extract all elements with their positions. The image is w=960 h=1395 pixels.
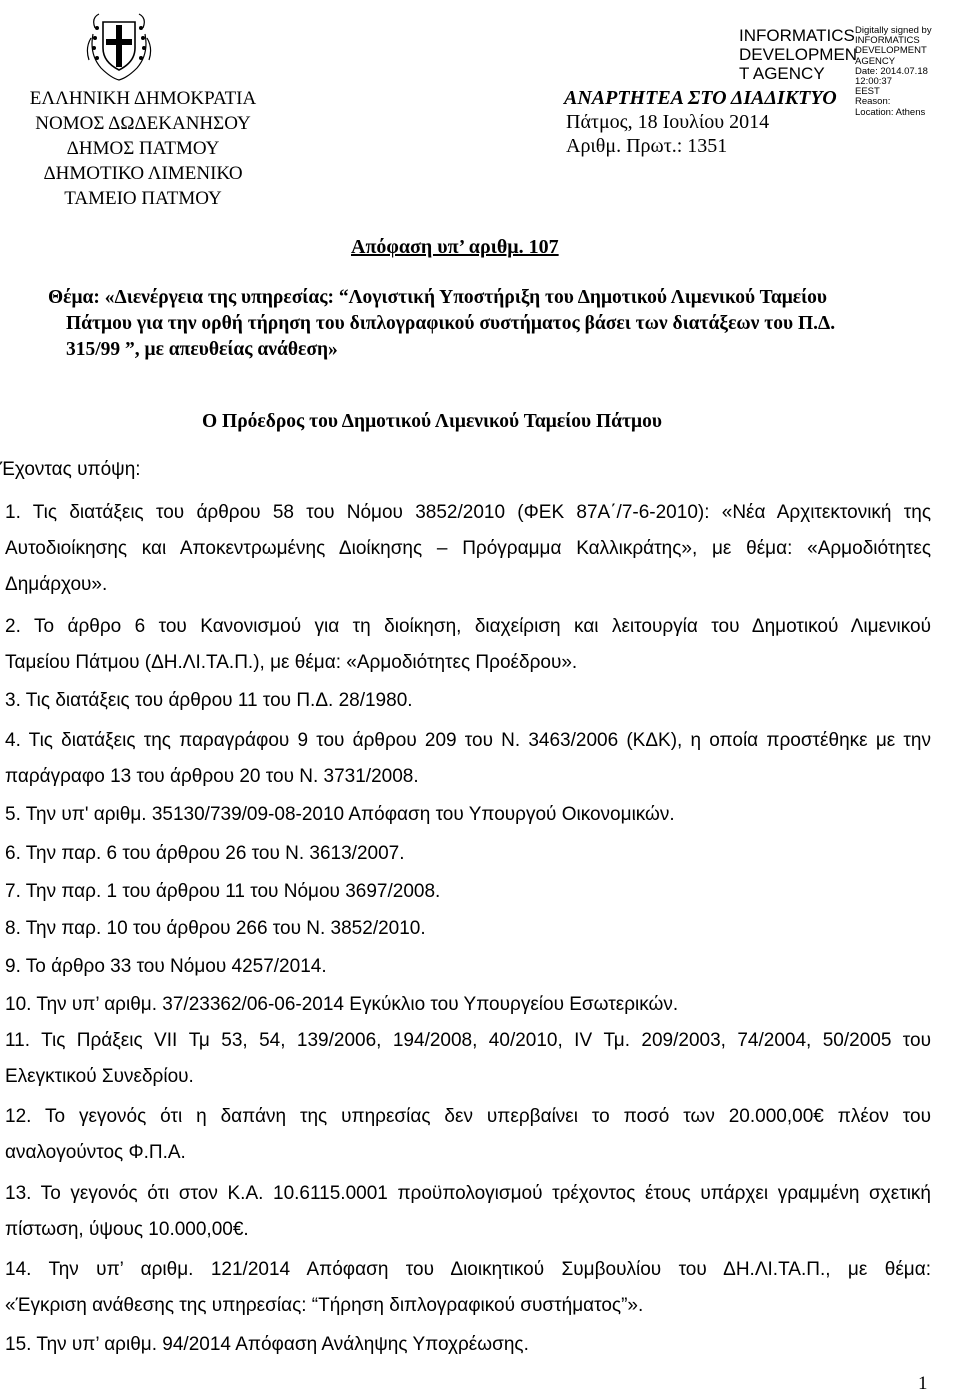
list-item-line: πίστωση, ύψους 10.000,00€.: [5, 1219, 249, 1240]
list-item: 5. Την υπ' αριθμ. 35130/739/09-08-2010 Απόφαση του Υπουργού Οικονομικών.: [5, 804, 675, 825]
list-item: 8. Την παρ. 10 του άρθρου 266 του Ν. 3852/2010.: [5, 918, 426, 939]
protocol-number: Αριθμ. Πρωτ.: 1351: [566, 135, 728, 157]
list-item-line: Ελεγκτικού Συνεδρίου.: [5, 1066, 194, 1087]
subject-line: Πάτμου για την ορθή τήρηση του διπλογραφικού συστήματος βάσει των διατάξεων του Π.Δ.: [66, 313, 836, 334]
list-item-line: Αυτοδιοίκησης και Αποκεντρωμένης Διοίκησης – Πρόγραμμα Καλλικράτης», με θέμα: «Αρμοδιότητες: [5, 538, 931, 559]
list-item-line: 2. Το άρθρο 6 του Κανονισμού για τη διοίκηση, διαχείριση και λειτουργία του Δημοτικού Λιμενικού: [5, 616, 931, 637]
posting-notice: ΑΝΑΡΤΗΤΕΑ ΣΤΟ ΔΙΑΔΙΚΤΥΟ: [564, 87, 837, 109]
signature-organization: [739, 26, 857, 83]
list-item-line: αναλογούντος Φ.Π.Α.: [5, 1142, 186, 1163]
list-item: [5, 1023, 931, 1095]
subject-line: 315/99 ”, με απευθείας ανάθεση»: [66, 339, 338, 360]
signature-detail: INFORMATICS: [855, 35, 920, 47]
list-item-line: Δημάρχου».: [5, 574, 108, 595]
issuer-line-country: ΕΛΛΗΝΙΚΗ ΔΗΜΟΚΡΑΤΙΑ: [29, 88, 257, 109]
list-item: [5, 723, 931, 795]
signature-detail: Location: Athens: [855, 106, 926, 118]
decision-title: Απόφαση υπ’ αριθμ. 107: [351, 236, 559, 258]
list-item: 15. Την υπ’ αριθμ. 94/2014 Απόφαση Ανάληψης Υποχρέωσης.: [5, 1334, 529, 1355]
list-item-line: 1. Τις διατάξεις του άρθρου 58 του Νόμου 3852/2010 (ΦΕΚ 87Α΄/7-6-2010): «Νέα Αρχιτεκτονική της: [5, 502, 931, 523]
list-item: [5, 1099, 931, 1171]
issuer-line-port-fund-2: ΤΑΜΕΙΟ ΠΑΤΜΟΥ: [64, 188, 222, 209]
list-item-line: «Έγκριση ανάθεσης της υπηρεσίας: “Τήρηση διπλογραφικού συστήματος”».: [5, 1295, 644, 1316]
issuer-line-municipality: ΔΗΜΟΣ ΠΑΤΜΟΥ: [66, 138, 220, 159]
list-item-line: παράγραφο 13 του άρθρου 20 του Ν. 3731/2008.: [5, 766, 419, 787]
subject-line: Θέμα: «Διενέργεια της υπηρεσίας: “Λογιστική Υποστήριξη του Δημοτικού Λιμενικού Ταμείου: [48, 287, 828, 308]
signature-detail: Digitally signed by: [855, 25, 932, 36]
list-item: 10. Την υπ’ αριθμ. 37/23362/06-06-2014 Εγκύκλιο του Υπουργείου Εσωτερικών.: [5, 994, 679, 1015]
issuer-header: [8, 86, 278, 211]
signature-details: [855, 26, 960, 118]
signature-detail: EEST: [855, 86, 880, 98]
list-item: [5, 495, 931, 603]
greek-coat-of-arms-icon: [85, 8, 153, 84]
list-item-line: 13. Το γεγονός ότι στον Κ.Α. 10.6115.0001 προϋπολογισμού τρέχοντος έτους υπάρχει γραμμένη σχετική: [5, 1183, 931, 1204]
list-item-line: 11. Τις Πράξεις VII Τμ 53, 54, 139/2006, 194/2008, 40/2010, IV Τμ. 209/2003, 74/2004, 50/2005 του: [5, 1030, 931, 1051]
signature-detail: DEVELOPMENT AGENCY: [855, 45, 927, 67]
list-item-line: 12. Το γεγονός ότι η δαπάνη της υπηρεσίας δεν υπερβαίνει το ποσό των 20.000,00€ πλέον του: [5, 1106, 931, 1127]
list-item: [5, 1176, 931, 1248]
list-item-line: 14. Την υπ’ αριθμ. 121/2014 Απόφαση του Διοικητικού Συμβουλίου του ΔΗ.ΛΙ.ΤΑ.Π., με θέμα:: [5, 1259, 931, 1280]
issuer-line-port-fund-1: ΔΗΜΟΤΙΚΟ ΛΙΜΕΝΙΚΟ: [43, 163, 243, 184]
document-meta: [566, 86, 837, 158]
list-item: [5, 609, 931, 681]
list-item-line: 4. Τις διατάξεις της παραγράφου 9 του άρθρου 209 του Ν. 3463/2006 (ΚΔΚ), η οποία προστέθηκε με την: [5, 730, 931, 751]
signature-detail: Date: 2014.07.18 12:00:37: [855, 65, 928, 88]
signature-org-line: T AGENCY: [739, 64, 825, 83]
issuer-line-prefecture: ΝΟΜΟΣ ΔΩΔΕΚΑΝΗΣΟΥ: [35, 113, 251, 134]
president-heading: Ο Πρόεδρος του Δημοτικού Λιμενικού Ταμείου Πάτμου: [202, 411, 662, 432]
list-item: 7. Την παρ. 1 του άρθρου 11 του Νόμου 3697/2008.: [5, 881, 441, 902]
place-date: Πάτμος, 18 Ιουλίου 2014: [566, 111, 770, 133]
signature-detail: Reason:: [855, 96, 891, 108]
list-item: 9. Το άρθρο 33 του Νόμου 4257/2014.: [5, 956, 327, 977]
list-item: [5, 1252, 931, 1324]
considering-label: Έχοντας υπόψη:: [0, 459, 141, 480]
subject-block: [48, 285, 938, 363]
list-item: 3. Τις διατάξεις του άρθρου 11 του Π.Δ. 28/1980.: [5, 690, 413, 711]
page-number: 1: [918, 1373, 928, 1394]
signature-org-line: DEVELOPMEN: [739, 45, 858, 64]
signature-org-line: INFORMATICS: [739, 26, 855, 45]
list-item: 6. Την παρ. 6 του άρθρου 26 του Ν. 3613/2007.: [5, 843, 405, 864]
list-item-line: Ταμείου Πάτμου (ΔΗ.ΛΙ.ΤΑ.Π.), με θέμα: «Αρμοδιότητες Προέδρου».: [5, 652, 578, 673]
